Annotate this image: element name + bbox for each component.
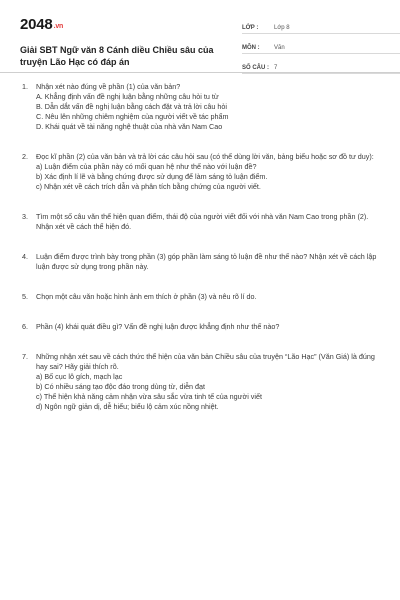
answer-option: C. Nêu lên những chiêm nghiệm của người viết về tác phẩm xyxy=(36,112,229,121)
answer-option: a) Bố cục lô gích, mạch lạc xyxy=(36,372,123,381)
logo-main: 2048 xyxy=(20,16,53,33)
meta-value: Văn xyxy=(274,45,285,51)
meta-row-class xyxy=(242,14,400,34)
question-text: Những nhận xét sau về cách thức thể hiện của văn bản Chiều sâu của truyện “Lão Hạc” (Văn Giá) là đúng hay sai? Hãy giải thích rõ. xyxy=(36,352,375,371)
question-number: 6. xyxy=(22,322,28,331)
question-text: Đọc kĩ phần (2) của văn bản và trả lời các câu hỏi sau (có thể dùng lời văn, bảng biểu hoặc sơ đồ tư duy): xyxy=(36,152,374,161)
question-number: 7. xyxy=(22,352,28,361)
meta-value: Lớp 8 xyxy=(274,25,290,31)
question-text: Tìm một số câu văn thể hiện quan điểm, thái độ của người viết đối với nhà văn Nam Cao trong phần (2). Nhận xét về cách thể hiện đó. xyxy=(36,212,369,231)
question-number: 1. xyxy=(22,82,28,91)
answer-option: a) Luận điểm của phần này có mối quan hệ như thế nào với luận đề? xyxy=(36,162,257,171)
question-2 xyxy=(20,152,380,192)
meta-row-subject xyxy=(242,34,400,54)
answer-option: b) Xác định lí lẽ và bằng chứng được sử dụng để làm sáng tỏ luận điểm. xyxy=(36,172,268,181)
meta-label: LỚP : xyxy=(242,25,259,31)
logo-suffix: .vn xyxy=(53,23,64,30)
question-7 xyxy=(20,352,380,412)
question-number: 5. xyxy=(22,292,28,301)
meta-label: SỐ CÂU : xyxy=(242,65,269,71)
header-divider xyxy=(0,72,400,73)
document-title: Giải SBT Ngữ văn 8 Cánh diều Chiều sâu của truyện Lão Hạc có đáp án xyxy=(20,45,214,67)
question-number: 3. xyxy=(22,212,28,221)
meta-row-count xyxy=(242,54,400,74)
answer-option: A. Khẳng định vấn đề nghị luận bằng những câu hỏi tu từ xyxy=(36,92,219,101)
question-4 xyxy=(20,252,380,272)
question-5 xyxy=(20,292,380,302)
answer-option: c) Nhận xét về cách trích dẫn và phân tích bằng chứng của người viết. xyxy=(36,182,261,191)
question-number: 4. xyxy=(22,252,28,261)
answer-option: d) Ngôn ngữ giản dị, dễ hiểu; biểu lộ cảm xúc nồng nhiệt. xyxy=(36,402,219,411)
answer-option: b) Có nhiều sáng tạo độc đáo trong dùng từ, diễn đạt xyxy=(36,382,206,391)
meta-value: 7 xyxy=(274,65,278,71)
question-text: Nhận xét nào đúng về phần (1) của văn bản? xyxy=(36,82,181,91)
meta-table xyxy=(242,14,400,74)
question-number: 2. xyxy=(22,152,28,161)
question-text: Phần (4) khái quát điều gì? Vấn đề nghị luận được khẳng định như thế nào? xyxy=(36,322,280,331)
answer-option: B. Dẫn dắt vấn đề nghị luận bằng cách đặt và trả lời câu hỏi xyxy=(36,102,227,111)
question-text: Chọn một câu văn hoặc hình ảnh em thích ở phần (3) và nêu rõ lí do. xyxy=(36,292,257,301)
meta-label: MÔN : xyxy=(242,45,260,51)
answer-option: D. Khái quát về tài năng nghệ thuật của nhà văn Nam Cao xyxy=(36,122,223,131)
answer-option: c) Thể hiện khả năng cảm nhận vừa sâu sắc vừa tinh tế của người viết xyxy=(36,392,262,401)
question-6 xyxy=(20,322,380,332)
question-text: Luận điểm được trình bày trong phần (3) góp phần làm sáng tỏ luận đề như thế nào? Nhận xét về cách lập luận được sử dụng trong phần này. xyxy=(36,252,377,271)
question-3 xyxy=(20,212,380,232)
question-1 xyxy=(20,82,380,132)
site-logo[interactable] xyxy=(20,16,63,33)
question-list xyxy=(20,80,380,412)
